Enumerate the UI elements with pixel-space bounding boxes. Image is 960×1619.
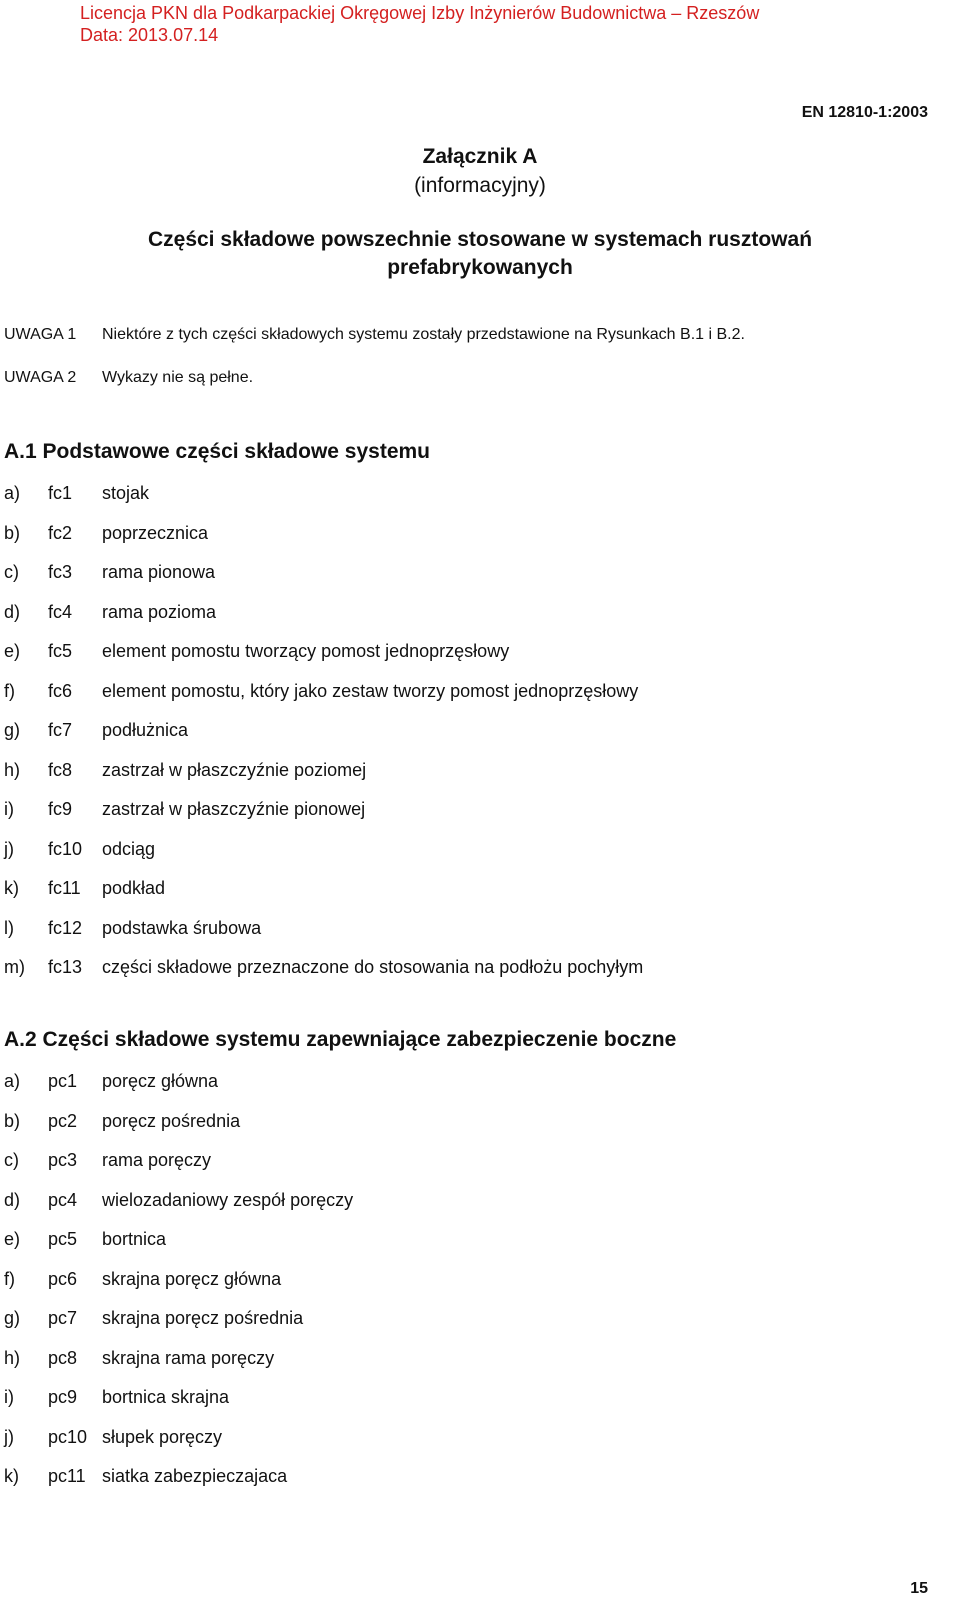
item-code: fc2 <box>48 522 73 543</box>
item-code: pc7 <box>48 1308 78 1328</box>
item-description: podstawka śrubowa <box>102 917 262 938</box>
item-description: stojak <box>102 483 150 503</box>
item-description: element pomostu tworzący pomost jednoprzęsłowy <box>102 641 510 661</box>
item-letter: d) <box>4 601 21 622</box>
item-letter: e) <box>4 641 21 661</box>
section-a2-heading: A.2 Części składowe systemu zapewniające zabezpieczenie boczne <box>4 1028 677 1051</box>
item-code: pc10 <box>48 1426 88 1447</box>
item-description: rama pionowa <box>102 562 216 582</box>
item-letter: a) <box>4 483 21 503</box>
item-code: fc7 <box>48 720 73 740</box>
item-description: skrajna rama poręczy <box>102 1347 275 1368</box>
section-a1-heading: A.1 Podstawowe części składowe systemu <box>4 440 431 463</box>
item-letter: f) <box>4 680 15 701</box>
item-code: pc11 <box>48 1466 86 1486</box>
list-item <box>4 1070 353 1110</box>
item-code: pc2 <box>48 1110 78 1131</box>
list-item <box>4 1268 353 1308</box>
note-text: Niektóre z tych części składowych systemu zostały przedstawione na Rysunkach B.1 i B.2. <box>102 326 745 343</box>
item-code: fc12 <box>48 917 83 938</box>
item-letter: e) <box>4 1229 21 1249</box>
list-item <box>4 877 643 917</box>
list-item <box>4 798 643 838</box>
section-a1-list <box>4 482 643 996</box>
item-letter: b) <box>4 1110 21 1131</box>
item-code: pc9 <box>48 1387 78 1407</box>
list-item <box>4 1386 353 1426</box>
list-item <box>4 1465 353 1505</box>
item-description: poprzecznica <box>102 522 209 543</box>
item-code: fc11 <box>48 878 81 898</box>
list-item <box>4 1189 353 1229</box>
item-letter: l) <box>4 917 14 938</box>
list-item <box>4 1347 353 1387</box>
main-title-line-1: Części składowe powszechnie stosowane w systemach rusztowań <box>147 228 813 251</box>
list-item <box>4 482 643 522</box>
section-a2-list <box>4 1070 353 1505</box>
item-letter: j) <box>4 1426 14 1447</box>
note-1 <box>4 326 745 344</box>
license-date: Data: 2013.07.14 <box>80 25 219 45</box>
item-description: bortnica <box>102 1229 167 1249</box>
item-description: siatka zabezpieczajaca <box>102 1466 288 1486</box>
list-item <box>4 561 643 601</box>
item-code: pc3 <box>48 1150 78 1170</box>
list-item <box>4 680 643 720</box>
item-code: pc5 <box>48 1229 78 1249</box>
item-letter: i) <box>4 799 14 819</box>
item-letter: b) <box>4 522 21 543</box>
list-item <box>4 601 643 641</box>
item-letter: f) <box>4 1268 15 1289</box>
item-description: wielozadaniowy zespół poręczy <box>102 1189 354 1210</box>
item-description: poręcz pośrednia <box>102 1110 241 1131</box>
note-label: UWAGA 1 <box>4 326 77 343</box>
item-code: pc4 <box>48 1189 78 1210</box>
item-code: pc1 <box>48 1071 78 1091</box>
item-letter: d) <box>4 1189 21 1210</box>
item-description: podłużnica <box>102 720 189 740</box>
list-item <box>4 1228 353 1268</box>
item-code: fc6 <box>48 680 73 701</box>
page-number: 15 <box>910 1580 928 1597</box>
list-item <box>4 719 643 759</box>
license-line-1: Licencja PKN dla Podkarpackiej Okręgowej Izby Inżynierów Budownictwa – Rzeszów <box>80 3 760 23</box>
item-code: pc8 <box>48 1347 78 1368</box>
list-item <box>4 956 643 996</box>
item-description: bortnica skrajna <box>102 1387 230 1407</box>
list-item <box>4 917 643 957</box>
list-item <box>4 1110 353 1150</box>
item-code: fc10 <box>48 838 83 859</box>
item-description: części składowe przeznaczone do stosowania na podłożu pochyłym <box>102 957 644 977</box>
item-description: zastrzał w płaszczyźnie pionowej <box>102 799 366 819</box>
item-code: fc4 <box>48 601 73 622</box>
item-description: zastrzał w płaszczyźnie poziomej <box>102 759 367 780</box>
item-code: pc6 <box>48 1268 78 1289</box>
item-code: fc5 <box>48 641 73 661</box>
item-code: fc13 <box>48 957 83 977</box>
item-code: fc3 <box>48 562 73 582</box>
item-code: fc9 <box>48 799 73 819</box>
item-letter: k) <box>4 878 19 898</box>
item-letter: h) <box>4 759 21 780</box>
list-item <box>4 838 643 878</box>
list-item <box>4 522 643 562</box>
item-letter: a) <box>4 1071 21 1091</box>
item-letter: g) <box>4 1308 21 1328</box>
item-description: skrajna poręcz pośrednia <box>102 1308 304 1328</box>
note-text: Wykazy nie są pełne. <box>102 369 254 386</box>
note-2 <box>4 369 253 387</box>
annex-title: Załącznik A <box>422 145 538 168</box>
item-description: podkład <box>102 878 166 898</box>
item-letter: k) <box>4 1466 19 1486</box>
item-letter: j) <box>4 838 14 859</box>
item-description: słupek poręczy <box>102 1426 223 1447</box>
list-item <box>4 640 643 680</box>
note-label: UWAGA 2 <box>4 369 77 386</box>
annex-subtitle: (informacyjny) <box>414 174 546 197</box>
item-description: odciąg <box>102 838 156 859</box>
item-letter: g) <box>4 720 21 740</box>
main-title-line-2: prefabrykowanych <box>387 256 573 279</box>
list-item <box>4 1426 353 1466</box>
list-item <box>4 1149 353 1189</box>
item-description: element pomostu, który jako zestaw tworzy pomost jednoprzęsłowy <box>102 680 639 701</box>
item-letter: c) <box>4 1150 19 1170</box>
document-reference: EN 12810-1:2003 <box>801 104 928 121</box>
item-code: fc1 <box>48 483 73 503</box>
license-header <box>80 2 759 46</box>
item-code: fc8 <box>48 759 73 780</box>
item-letter: h) <box>4 1347 21 1368</box>
item-description: skrajna poręcz główna <box>102 1268 282 1289</box>
item-description: poręcz główna <box>102 1071 219 1091</box>
item-description: rama poręczy <box>102 1150 212 1170</box>
list-item <box>4 759 643 799</box>
item-letter: i) <box>4 1387 14 1407</box>
item-letter: m) <box>4 957 25 977</box>
main-title <box>0 226 960 282</box>
list-item <box>4 1307 353 1347</box>
item-description: rama pozioma <box>102 601 217 622</box>
item-letter: c) <box>4 562 19 582</box>
